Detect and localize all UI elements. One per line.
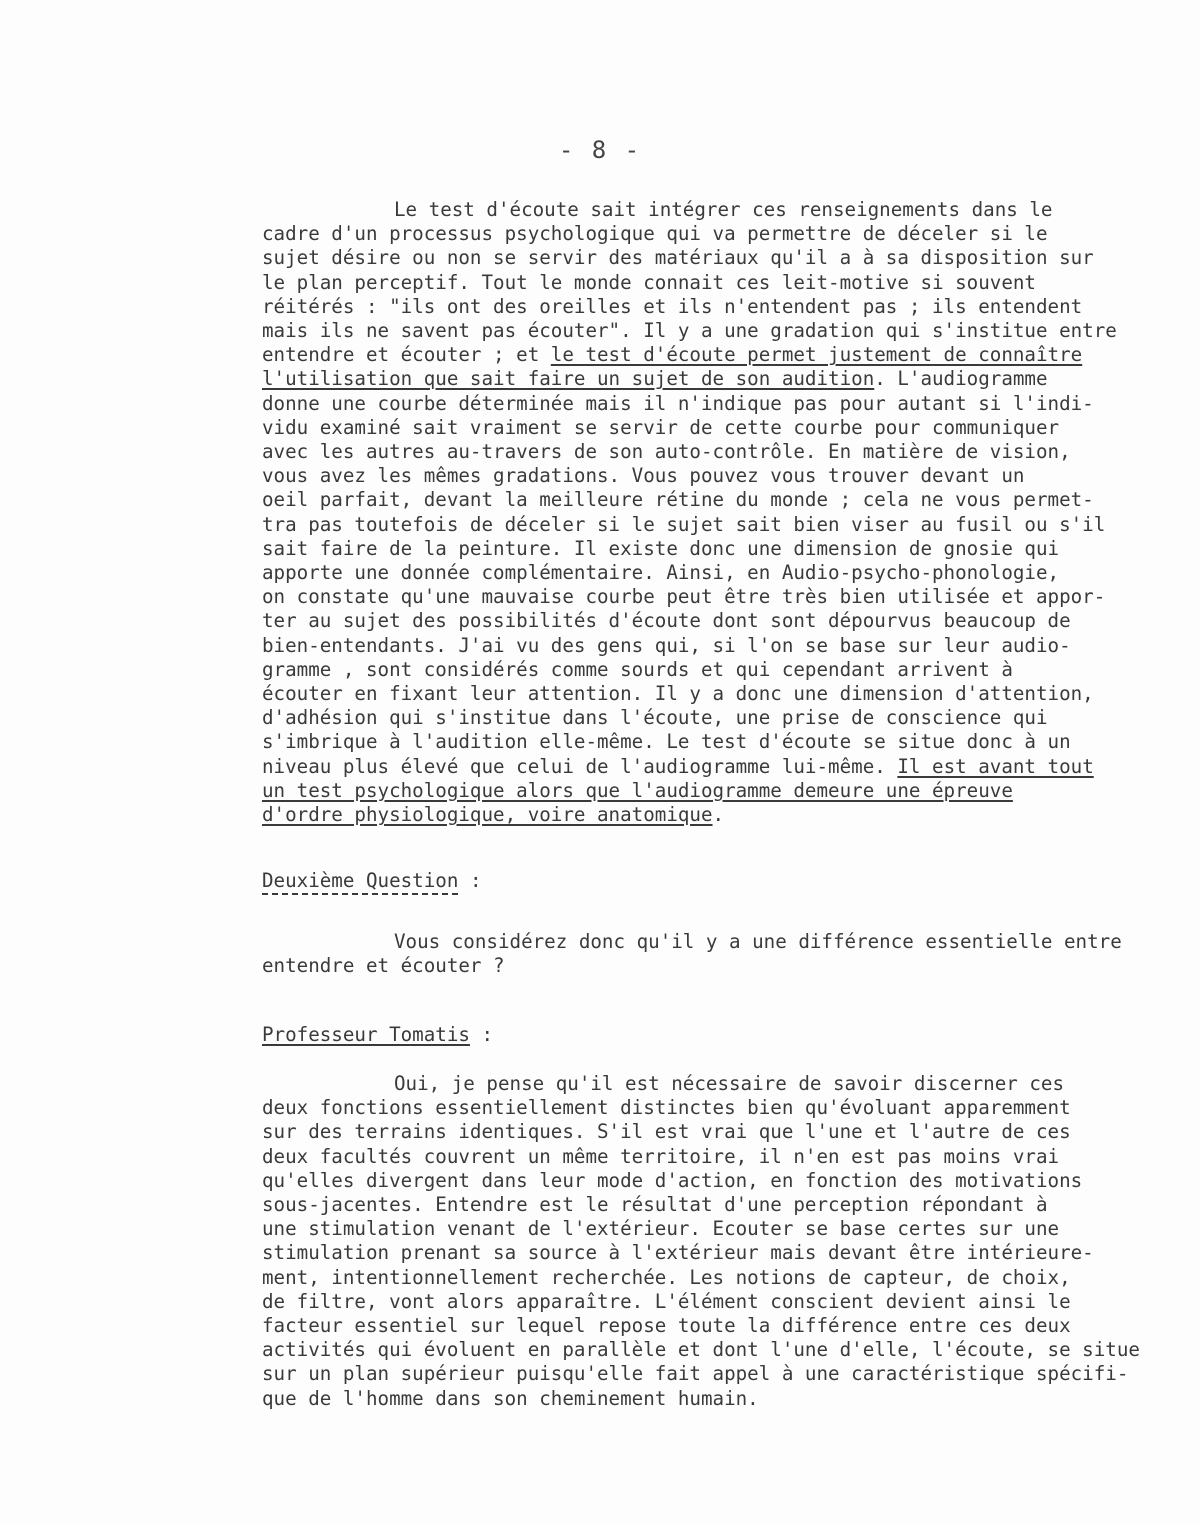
paragraph-text: entendre et écouter ; et	[262, 343, 551, 367]
paragraph-line	[262, 755, 1152, 779]
paragraph-line: stimulation prenant sa source à l'extérieur mais devant être intérieure-	[262, 1241, 1094, 1265]
paragraph-line: facteur essentiel sur lequel repose toute la différence entre ces deux	[262, 1314, 1071, 1338]
paragraph-line: que de l'homme dans son cheminement humain.	[262, 1386, 759, 1410]
section-heading-answer	[262, 1023, 493, 1047]
heading-suffix: :	[469, 1023, 494, 1046]
paragraph-3	[262, 1072, 1152, 1411]
paragraph-line: ment, intentionnellement recherchée. Les notions de capteur, de choix,	[262, 1265, 1071, 1289]
paragraph-line	[262, 367, 1152, 391]
paragraph-line: gramme , sont considérés comme sourds et qui cependant arrivent à	[262, 657, 1013, 681]
paragraph-line: mais ils ne savent pas écouter". Il y a une gradation qui s'institue entre	[262, 319, 1117, 343]
paragraph-text: .	[712, 803, 725, 827]
paragraph-line: apporte une donnée complémentaire. Ainsi, en Audio-psycho-phonologie,	[262, 561, 1060, 585]
paragraph-line: activités qui évoluent en parallèle et dont l'une d'elle, l'écoute, se situe	[262, 1338, 1140, 1362]
paragraph-line: Le test d'écoute sait intégrer ces renseignements dans le	[394, 198, 1053, 221]
paragraph-line: une stimulation venant de l'extérieur. Ecouter se base certes sur une	[262, 1217, 1060, 1241]
paragraph-line: sait faire de la peinture. Il existe donc une dimension de gnosie qui	[262, 536, 1060, 560]
paragraph-line: on constate qu'une mauvaise courbe peut être très bien utilisée et appor-	[262, 585, 1106, 609]
paragraph-text: niveau plus élevé que celui de l'audiogramme lui-même.	[262, 754, 898, 778]
paragraph-line: Oui, je pense qu'il est nécessaire de savoir discerner ces	[394, 1072, 1065, 1095]
paragraph-line: vidu examiné sait vraiment se servir de cette courbe pour communiquer	[262, 415, 1060, 439]
paragraph-line: écouter en fixant leur attention. Il y a donc une dimension d'attention,	[262, 682, 1094, 706]
paragraph-line: sujet désire ou non se servir des matériaux qu'il a à sa disposition sur	[262, 246, 1094, 270]
paragraph-line: d'adhésion qui s'institue dans l'écoute, une prise de conscience qui	[262, 706, 1048, 730]
paragraph-line: entendre et écouter ?	[262, 954, 505, 978]
paragraph-line: sous-jacentes. Entendre est le résultat d'une perception répondant à	[262, 1193, 1048, 1217]
paragraph-line: donne une courbe déterminée mais il n'indique pas pour autant si l'indi-	[262, 391, 1094, 415]
paragraph-line: vous avez les mêmes gradations. Vous pouvez vous trouver devant un	[262, 464, 1025, 488]
paragraph-line: avec les autres au-travers de son auto-contrôle. En matière de vision,	[262, 440, 1071, 464]
paragraph-line	[262, 779, 1152, 803]
paragraph-line: oeil parfait, devant la meilleure rétine du monde ; cela ne vous permet-	[262, 488, 1094, 512]
paragraph-line: bien-entendants. J'ai vu des gens qui, si l'on se base sur leur audio-	[262, 633, 1071, 657]
paragraph-line: s'imbrique à l'audition elle-même. Le test d'écoute se situe donc à un	[262, 730, 1071, 754]
paragraph-line	[262, 343, 1152, 367]
paragraph-line: cadre d'un processus psychologique qui va permettre de déceler si le	[262, 222, 1048, 246]
paragraph-line: sur un plan supérieur puisqu'elle fait appel à une caractéristique spécifi-	[262, 1362, 1129, 1386]
paragraph-line: ter au sujet des possibilités d'écoute dont sont dépourvus beaucoup de	[262, 609, 1071, 633]
underlined-text: Il est avant tout	[897, 754, 1094, 778]
underlined-text: l'utilisation que sait faire un sujet de son audition	[262, 367, 875, 391]
underlined-text: un test psychologique alors que l'audiogramme demeure une épreuve	[262, 778, 1013, 802]
paragraph-line: tra pas toutefois de déceler si le sujet sait bien viser au fusil ou s'il	[262, 512, 1106, 536]
underlined-text: d'ordre physiologique, voire anatomique	[262, 803, 713, 827]
heading-suffix: :	[458, 869, 482, 892]
paragraph-line: réitérés : "ils ont des oreilles et ils n'entendent pas ; ils entendent	[262, 294, 1083, 318]
paragraph-line: de filtre, vont alors apparaître. L'élément conscient devient ainsi le	[262, 1289, 1071, 1313]
section-heading-question	[262, 869, 482, 893]
heading-text: Professeur Tomatis	[262, 1023, 470, 1046]
heading-text: Deuxième Question	[262, 869, 459, 892]
paragraph-text: . L'audiogramme	[874, 367, 1048, 391]
underlined-text: le test d'écoute permet justement de connaître	[550, 343, 1083, 367]
paragraph-line: deux fonctions essentiellement distinctes bien qu'évoluant apparemment	[262, 1096, 1071, 1120]
paragraph-2	[262, 930, 1152, 978]
page-number: - 8 -	[558, 136, 642, 164]
paragraph-line	[262, 803, 1152, 827]
paragraph-line: le plan perceptif. Tout le monde connait ces leit-motive si souvent	[262, 270, 1036, 294]
paragraph-line: qu'elles divergent dans leur mode d'action, en fonction des motivations	[262, 1168, 1083, 1192]
paragraph-line: sur des terrains identiques. S'il est vrai que l'une et l'autre de ces	[262, 1120, 1071, 1144]
paragraph-line: Vous considérez donc qu'il y a une différence essentielle entre	[394, 930, 1122, 953]
paragraph-1	[262, 198, 1152, 827]
paragraph-line: deux facultés couvrent un même territoire, il n'en est pas moins vrai	[262, 1144, 1060, 1168]
